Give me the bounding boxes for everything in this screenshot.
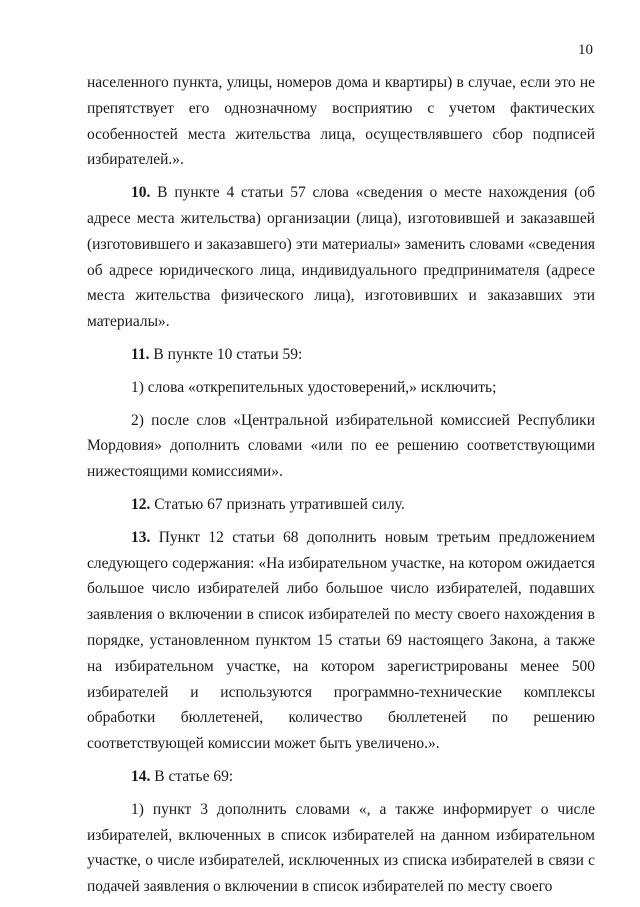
paragraph-subitem-1: 1) слова «открепительных удостоверений,» исключить; (131, 378, 497, 396)
item-number: 11. (131, 345, 150, 363)
item-number: 14. (131, 767, 151, 785)
paragraph-subitem-1b: 1) пункт 3 дополнить словами «, а также информирует о числе избирателей, включенных в список избирателей на данном избирательном участке, о числе избирателей, исключенных из списка избирателей в связи с подачей заявления о включении в список избирателей по месту своего (87, 800, 595, 896)
paragraph-continuation: населенного пункта, улицы, номеров дома и квартиры) в случае, если это не препятствует его однозначному восприятию с учетом фактических особенностей места жительства лица, осуществлявшего сбор подписей избирателей.». (87, 74, 595, 169)
item-number: 13. (131, 528, 151, 546)
page-number: 10 (578, 42, 593, 58)
item-number: 12. (131, 495, 151, 513)
paragraph-item-14: 14. В статье 69: (131, 767, 234, 785)
paragraph-item-11: 11. В пункте 10 статьи 59: (131, 345, 303, 363)
document-body (87, 70, 595, 907)
paragraph-item-13: 13. Пункт 12 статьи 68 дополнить новым третьим предложением следующего содержания: «На избирательном участке, на котором ожидается большое число избирателей либо большое число избирателей, подавших заявления о включении в список избирателей по месту своего нахождения в порядке, установленном пунктом 15 статьи 69 настоящего Закона, а также на избирательном участке, на котором зарегистрированы менее 500 избирателей и используются программно-технические комплексы обработки бюллетеней, количество бюллетеней по решению соответствующей комиссии может быть увеличено.». (87, 528, 595, 753)
item-number: 10. (131, 184, 151, 202)
paragraph-item-10: 10. В пункте 4 статьи 57 слова «сведения о месте нахождения (об адресе места жительства) организации (лица), изготовившей и заказавшей (изготовившего и заказавшего) эти материалы» заменить словами «сведения об адресе юридического лица, индивидуального предпринимателя (адресе места жительства физического лица), изготовивших и заказавших эти материалы». (87, 184, 595, 331)
paragraph-item-12: 12. Статью 67 признать утратившей силу. (131, 495, 405, 513)
paragraph-subitem-2: 2) после слов «Центральной избирательной комиссией Республики Мордовия» дополнить словами «или по ее решению соответствующими нижестоящими комиссиями». (87, 411, 595, 481)
